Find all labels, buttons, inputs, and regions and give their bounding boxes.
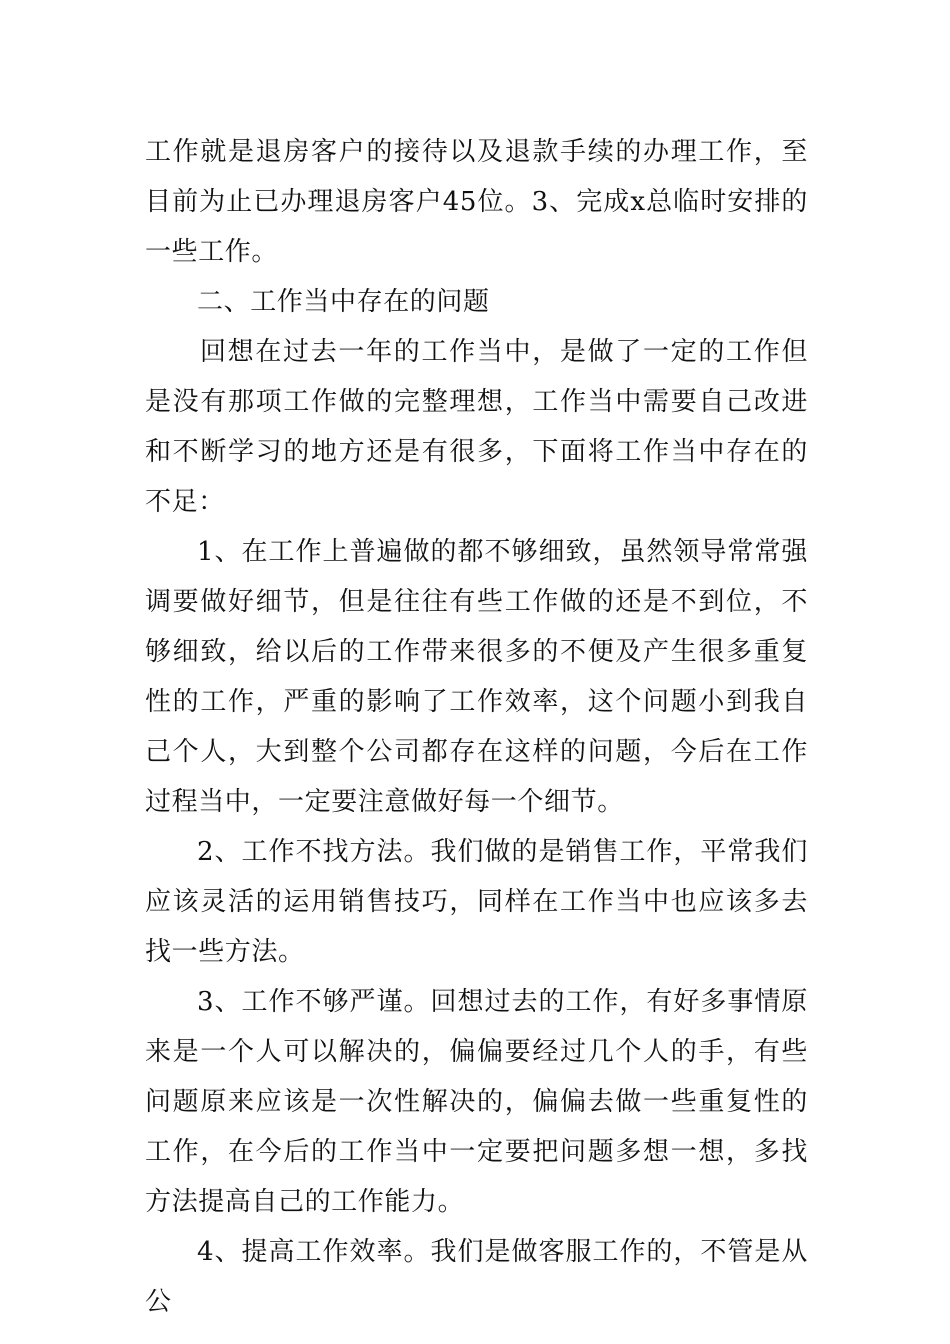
paragraph-item-1: 1、在工作上普遍做的都不够细致，虽然领导常常强调要做好细节，但是往往有些工作做的还是不到位，不够细致，给以后的工作带来很多的不便及产生很多重复性的工作，严重的影响了工作效率，这个问题小到我自己个人，大到整个公司都存在这样的问题，今后在工作过程当中，一定要注意做好每一个细节。 xyxy=(145,537,808,817)
document-body xyxy=(145,127,808,1327)
paragraph-item-4: 4、提高工作效率。我们是做客服工作的，不管是从公 xyxy=(145,1237,808,1317)
paragraph-item-2: 2、工作不找方法。我们做的是销售工作，平常我们应该灵活的运用销售技巧，同样在工作当中也应该多去找一些方法。 xyxy=(145,837,808,967)
paragraph-intro: 回想在过去一年的工作当中，是做了一定的工作但是没有那项工作做的完整理想，工作当中需要自己改进和不断学习的地方还是有很多，下面将工作当中存在的不足： xyxy=(145,337,808,517)
paragraph-item-3: 3、工作不够严谨。回想过去的工作，有好多事情原来是一个人可以解决的，偏偏要经过几个人的手，有些问题原来应该是一次性解决的，偏偏去做一些重复性的工作，在今后的工作当中一定要把问题多想一想，多找方法提高自己的工作能力。 xyxy=(145,987,808,1217)
section-heading: 二、工作当中存在的问题 xyxy=(197,287,490,317)
paragraph-continuation: 工作就是退房客户的接待以及退款手续的办理工作，至目前为止已办理退房客户45位。3、完成x总临时安排的一些工作。 xyxy=(145,137,808,267)
